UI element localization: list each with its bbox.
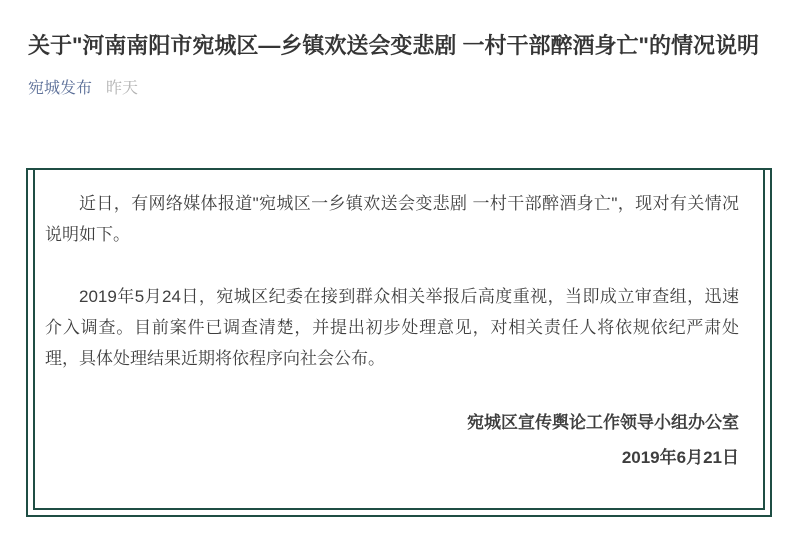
signature-block [45,405,739,475]
byline [28,79,760,99]
account-name-link[interactable]: 宛城发布 [28,80,93,97]
signature-office: 宛城区宣传舆论工作领导小组办公室 [467,413,739,432]
publish-time: 昨天 [106,80,139,97]
statement-box-inner [33,170,765,510]
statement-box-outer [26,168,772,517]
article-title: 关于"河南南阳市宛城区—乡镇欢送会变悲剧 一村干部醉酒身亡"的情况说明 [28,33,759,58]
signature-date: 2019年6月21日 [621,448,739,467]
statement-paragraph-2: 2019年5月24日，宛城区纪委在接到群众相关举报后高度重视，当即成立审查组，迅速介入调查。目前案件已调查清楚，并提出初步处理意见，对相关责任人将依规依纪严肃处理，具体处理结果近期将依程序向社会公布。 [45,287,739,368]
statement-paragraph-1: 近日，有网络媒体报道"宛城区一乡镇欢送会变悲剧 一村干部醉酒身亡"，现对有关情况说明如下。 [45,194,739,244]
